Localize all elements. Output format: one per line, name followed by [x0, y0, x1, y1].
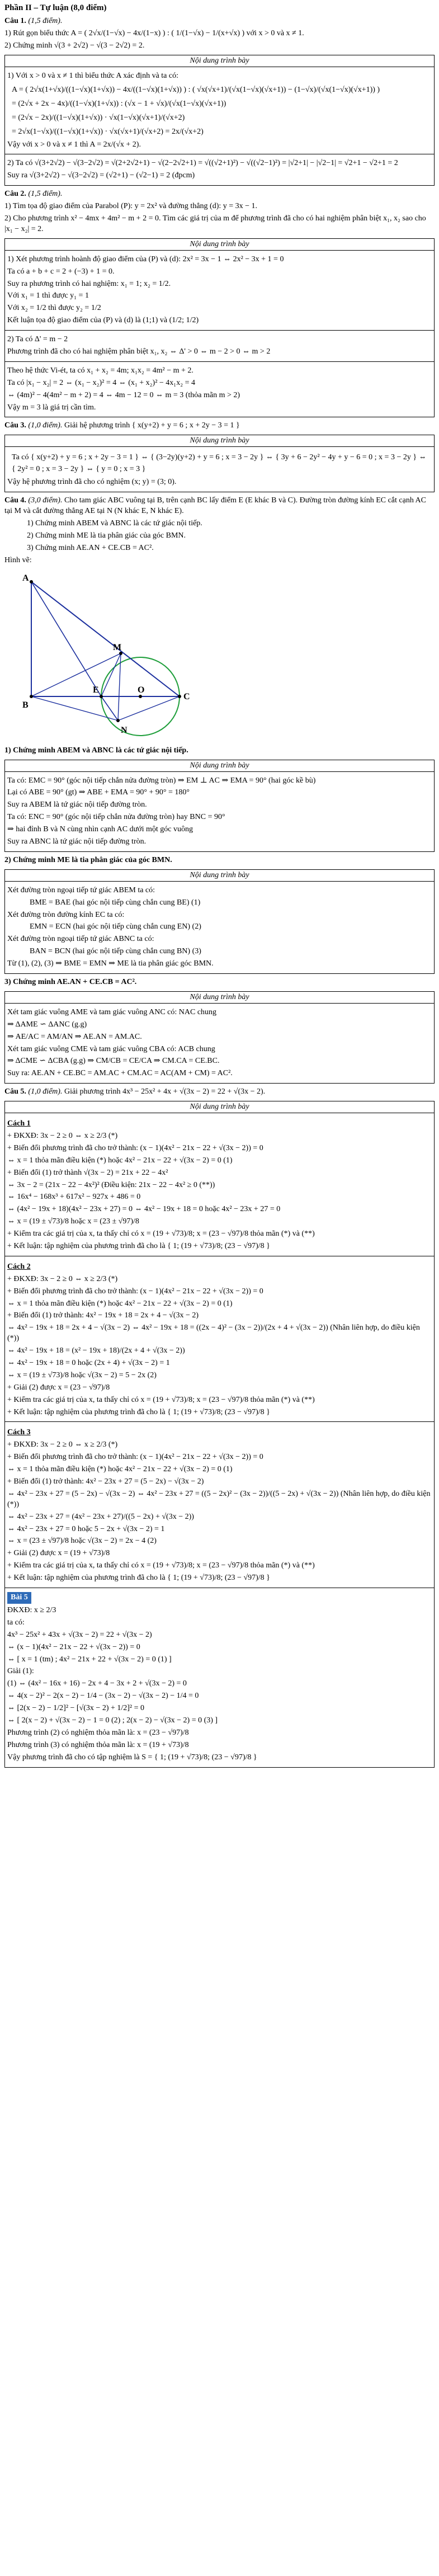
question-4-heading	[4, 496, 435, 517]
part-3-heading: 3) Chứng minh AE.AN + CE.CB = AC².	[4, 977, 137, 986]
sol-line: ⇔ 4x² − 23x + 27 = (5 − 2x) − √(3x − 2) ⇔ 4x² − 23x + 27 = ((5 − 2x)² − (3x − 2))/((5 − 2x) + √(3x − 2)) (Nhân liên hợp, do điều kiện (*))	[7, 1489, 431, 1509]
question-2-points: (1,5 điểm).	[28, 190, 63, 199]
figure-caption: Hình vẽ:	[4, 555, 32, 564]
solution-box-3	[4, 435, 435, 492]
sol-line: Theo hệ thức Vi-ét, ta có x₁ + x₂ = 4m; x₁x₂ = 4m² − m + 2.	[7, 366, 193, 375]
sol-line: 2) Ta có Δ' = m − 2	[7, 335, 68, 344]
sol-line: + ĐKXĐ: 3x − 2 ≥ 0 ⇔ x ≥ 2/3 (*)	[7, 1440, 118, 1449]
solution-5-bai-5	[5, 1588, 434, 1767]
sol-line: + Biến đổi (1) trở thành: 4x² − 19x + 18 = 2x + 4 − √(3x − 2)	[7, 1311, 199, 1320]
sol-line: ĐKXĐ: x ≥ 2/3	[7, 1605, 56, 1614]
sol-line: = (2√x + 2x − 4x)/((1−√x)(1+√x)) : (√x − 1 + √x)/(√x(1−√x)(√x+1))	[12, 99, 226, 108]
point-n	[116, 719, 120, 722]
point-c	[178, 695, 181, 698]
sol-line: Xét đường tròn ngoại tiếp tứ giác ABNC ta có:	[7, 935, 154, 944]
bai-5-badge: Bài 5	[7, 1592, 31, 1604]
solution-box-header: Nội dung trình bày	[5, 870, 434, 882]
segment-bn	[31, 696, 118, 720]
sol-line: Ta có { x(y+2) + y = 6 ; x + 2y − 3 = 1 } ⇔ { (3−2y)(y+2) + y = 6 ; x = 3 − 2y } ⇔ { 3y + 6 − 2y² − 4y + y − 6 = 0 ; x = 3 − 2y } ⇔ { 2y² = 0 ; x = 3 − 2y } ⇔ { y = 0 ; x = 3 }	[12, 453, 427, 474]
sol-line: Kết luận tọa độ giao điểm của (P) và (d) là (1;1) và (1/2; 1/2)	[7, 316, 199, 325]
question-1	[4, 16, 435, 51]
solution-box-1	[4, 55, 435, 186]
label-c: C	[183, 691, 190, 701]
solution-box-5	[4, 1101, 435, 1767]
solution-4-1	[5, 772, 434, 851]
question-3-heading	[4, 421, 435, 431]
sol-line: ⇔ [ 2(x − 2) + √(3x − 2) − 1 = 0 (2) ; 2(x − 2) − √(3x − 2) = 0 (3) ]	[7, 1716, 218, 1725]
sol-line: Ta có: ENC = 90° (góc nội tiếp chắn nửa đường tròn) hay BNC = 90°	[7, 813, 225, 822]
question-3-points: (1,0 điểm).	[28, 421, 63, 430]
method-heading: Cách 3	[7, 1428, 31, 1437]
sol-line: + Kiểm tra các giá trị của x, ta thấy chỉ có x = (19 + √73)/8; x = (23 − √97)/8 thỏa mãn (*) và (**)	[7, 1230, 315, 1238]
sol-line: ⇔ (4x² − 19x + 18)(4x² − 23x + 27) = 0 ⇔ 4x² − 19x + 18 = 0 hoặc 4x² − 23x + 27 = 0	[7, 1205, 281, 1214]
sol-line: Suy ra √(3+2√2) − √(3−2√2) = (√2+1) − (√2−1) = 2 (đpcm)	[7, 171, 195, 180]
point-e	[100, 695, 103, 698]
sol-line: ⇔ (4m)² − 4(4m² − m + 2) = 4 ⇔ 4m − 12 = 0 ⇔ m = 3 (thỏa mãn m > 2)	[7, 390, 240, 399]
sol-line: Ta có: EMC = 90° (góc nội tiếp chắn nửa đường tròn) ⇒ EM ⊥ AC ⇒ EMA = 90° (hai góc kề bù)	[7, 776, 316, 785]
sol-line: Vậy hệ phương trình đã cho có nghiệm (x; y) = (3; 0).	[7, 478, 177, 487]
label-b: B	[22, 700, 29, 710]
question-5-label: Câu 5.	[4, 1087, 26, 1096]
sol-line: ⇔ x = (19 ± √73)/8 hoặc √(3x − 2) = 5 − 2x (2)	[7, 1371, 157, 1379]
sol-line: + Biến đổi phương trình đã cho trở thành: (x − 1)(4x² − 21x − 22 + √(3x − 2)) = 0	[7, 1143, 263, 1152]
sol-line: Suy ra ABEM là tứ giác nội tiếp đường tròn.	[7, 800, 147, 809]
sol-line: + Kết luận: tập nghiệm của phương trình đã cho là { 1; (19 + √73)/8; (23 − √97)/8 }	[7, 1574, 270, 1583]
question-2	[4, 189, 435, 235]
question-5-points: (1,0 điểm).	[28, 1087, 63, 1096]
sol-line: BAN = BCN (hai góc nội tiếp cùng chắn cung BN) (3)	[30, 947, 201, 956]
sol-line: EMN = ECN (hai góc nội tiếp cùng chắn cung EN) (2)	[30, 922, 201, 931]
sol-line: + Kết luận: tập nghiệm của phương trình đã cho là { 1; (19 + √73)/8; (23 − √97)/8 }	[7, 1407, 270, 1416]
solution-2-part-2	[5, 331, 434, 362]
sol-line: ⇔ 4x² − 23x + 27 = (4x² − 23x + 27)/((5 − 2x) + √(3x − 2))	[7, 1512, 194, 1521]
sol-line: ⇒ AE/AC = AM/AN ⇒ AE.AN = AM.AC.	[7, 1032, 142, 1041]
sol-line: + Giải (2) được x = (23 − √97)/8	[7, 1383, 110, 1392]
sol-line: + ĐKXĐ: 3x − 2 ≥ 0 ⇔ x ≥ 2/3 (*)	[7, 1274, 118, 1283]
question-1-label: Câu 1.	[4, 17, 26, 25]
solution-2-part-2b	[5, 362, 434, 417]
sol-line: Xét đường tròn ngoại tiếp tứ giác ABEM ta có:	[7, 886, 155, 894]
solution-4-2	[5, 882, 434, 973]
sol-line: + Kiểm tra các giá trị của x, ta thấy chỉ có x = (19 + √73)/8; x = (23 − √97)/8 thỏa mãn (*) và (**)	[7, 1395, 315, 1404]
question-1-part-1: 1) Rút gọn biểu thức A = ( 2√x/(1−√x) − 4x/(1−x) ) : ( 1/(1−√x) − 1/(x+√x) ) với x > 0 và x ≠ 1.	[4, 29, 304, 37]
sol-line: ⇔ [2(x − 2) − 1/2]² − [√(3x − 2) + 1/2]² = 0	[7, 1704, 145, 1713]
sol-line: Xét đường tròn đường kính EC ta có:	[7, 910, 125, 919]
solution-box-2-header: Nội dung trình bày	[5, 239, 434, 251]
sol-line: Với x₁ = 1 thì được y₁ = 1	[7, 291, 89, 300]
sol-line: ⇒ ΔCME ∽ ΔCBA (g.g) ⇒ CM/CB = CE/CA ⇒ CM.CA = CE.BC.	[7, 1057, 220, 1066]
question-1-part-2: 2) Chứng minh √(3 + 2√2) − √(3 − 2√2) = 2.	[4, 41, 145, 50]
sol-line: Xét tam giác vuông AME và tam giác vuông ANC có: NAC chung	[7, 1007, 217, 1016]
sol-line: ⇔ x = 1 thỏa mãn điều kiện (*) hoặc 4x² − 21x − 22 + √(3x − 2) = 0 (1)	[7, 1156, 233, 1165]
sol-line: ⇔ 4x² − 19x + 18 = 2x + 4 − √(3x − 2) ⇔ 4x² − 19x + 18 = ((2x − 4)² − (3x − 2))/(2x + 4 + √(3x − 2)) (Nhân liên hợp, do điều kiện (*))	[7, 1324, 420, 1343]
question-5	[4, 1087, 435, 1098]
sol-line: Từ (1), (2), (3) ⇒ BME = EMN ⇒ ME là tia phân giác góc BMN.	[7, 959, 214, 968]
sol-line: 1) Xét phương trình hoành độ giao điểm của (P) và (d): 2x² = 3x − 1 ⇔ 2x² − 3x + 1 = 0	[7, 255, 284, 263]
segment-me	[101, 653, 121, 696]
solution-box-4-2	[4, 869, 435, 974]
method-heading: Cách 2	[7, 1262, 31, 1271]
sol-line: + Giải (2) được x = (19 + √73)/8	[7, 1549, 110, 1558]
sol-line: Suy ra phương trình có hai nghiệm: x₁ = 1; x₂ = 1/2.	[7, 279, 171, 288]
sol-line: Giải (1):	[7, 1667, 34, 1676]
label-n: N	[121, 725, 128, 735]
sol-line: ⇔ 16x⁴ − 168x³ + 617x² − 927x + 486 = 0	[7, 1193, 141, 1202]
sol-line: ⇔ (x − 1)(4x² − 21x − 22 + √(3x − 2)) = 0	[7, 1642, 140, 1651]
sol-line: ⇔ x = 1 thỏa mãn điều kiện (*) hoặc 4x² − 21x − 22 + √(3x − 2) = 0 (1)	[7, 1465, 233, 1474]
question-4-item: 2) Chứng minh ME là tia phân giác của góc BMN.	[27, 531, 186, 540]
sol-line: + ĐKXĐ: 3x − 2 ≥ 0 ⇔ x ≥ 2/3 (*)	[7, 1131, 118, 1140]
sol-line: + Kiểm tra các giá trị của x, ta thấy chỉ có x = (19 + √73)/8; x = (23 − √97)/8 thỏa mãn (*) và (**)	[7, 1561, 315, 1570]
sol-line: Ta có a + b + c = 2 + (−3) + 1 = 0.	[7, 267, 115, 276]
sol-line: ⇔ x = (19 ± √73)/8 hoặc x = (23 ± √97)/8	[7, 1217, 139, 1226]
label-o: O	[138, 685, 145, 695]
question-4-points: (3,0 điểm).	[28, 496, 63, 505]
solution-3	[5, 447, 434, 492]
sol-line: ⇔ 4x² − 23x + 27 = 0 hoặc 5 − 2x + √(3x − 2) = 1	[7, 1524, 165, 1533]
sol-line: Phương trình đã cho có hai nghiệm phân biệt x₁, x₂ ⇔ Δ' > 0 ⇔ m − 2 > 0 ⇔ m > 2	[7, 347, 271, 356]
question-2-part-1: 1) Tìm tọa độ giao điểm của Parabol (P): y = 2x² và đường thẳng (d): y = 3x − 1.	[4, 202, 258, 211]
label-a: A	[22, 573, 29, 583]
solution-box-4-3	[4, 991, 435, 1084]
sol-line: A = ( 2√x(1+√x)/((1−√x)(1+√x)) − 4x/((1−√x)(1+√x)) ) : ( √x(√x+1)/(√x(1−√x)(√x+1)) − (1−√x)/(√x(1−√x)(√x+1)) )	[12, 85, 380, 94]
sol-line: ⇔ x = 1 thỏa mãn điều kiện (*) hoặc 4x² − 21x − 22 + √(3x − 2) = 0 (1)	[7, 1299, 233, 1308]
solution-5-cach-1	[5, 1113, 434, 1256]
question-2-label: Câu 2.	[4, 190, 26, 199]
sol-line: = 2√x(1−√x)/((1−√x)(1+√x)) · √x(√x+1)/(√x+2) = 2x/(√x+2)	[12, 127, 204, 136]
solution-box-2	[4, 238, 435, 418]
solution-box-4-1	[4, 760, 435, 852]
sol-line: + Kết luận: tập nghiệm của phương trình đã cho là { 1; (19 + √73)/8; (23 − √97)/8 }	[7, 1242, 270, 1250]
question-4-text: Cho tam giác ABC vuông tại B, trên cạnh BC lấy điểm E (E khác B và C). Đường tròn đường kính EC cắt cạnh AC tại M và cắt đường thẳng AE tại N (N khác E, N khác E).	[4, 496, 427, 516]
sol-line: ⇒ ΔAME ∽ ΔANC (g.g)	[7, 1020, 87, 1029]
question-5-heading	[4, 1087, 435, 1098]
sol-line: Suy ra: AE.AN + CE.BC = AM.AC + CM.AC = AC(AM + CM) = AC².	[7, 1069, 233, 1078]
sol-line: (1) ⇔ (4x² − 16x + 16) − 2x + 4 − 3x + 2 + √(3x − 2) = 0	[7, 1679, 187, 1688]
solution-5-cach-3	[5, 1422, 434, 1588]
solution-box-1-header: Nội dung trình bày	[5, 55, 434, 67]
question-4	[4, 496, 435, 566]
solution-box-5-header: Nội dung trình bày	[5, 1101, 434, 1113]
label-e: E	[93, 685, 99, 695]
sol-line: Phương trình (2) có nghiệm thỏa mãn là: x = (23 − √97)/8	[7, 1728, 189, 1737]
sol-line: ⇔ 3x − 2 = (21x − 22 − 4x²)² (Điều kiện: 21x − 22 − 4x² ≥ 0 (**))	[7, 1180, 215, 1189]
sol-line: + Biến đổi phương trình đã cho trở thành: (x − 1)(4x² − 21x − 22 + √(3x − 2)) = 0	[7, 1453, 263, 1462]
sol-line: 1) Với x > 0 và x ≠ 1 thì biểu thức A xác định và ta có:	[7, 71, 178, 80]
sol-line: Vậy m = 3 là giá trị cần tìm.	[7, 403, 96, 412]
method-heading: Cách 1	[7, 1119, 31, 1128]
solution-box-header: Nội dung trình bày	[5, 992, 434, 1004]
question-2-part-2: 2) Cho phương trình x² − 4mx + 4m² − m + 2 = 0. Tìm các giá trị của m để phương trình đã cho có hai nghiệm phân biệt x₁, x₂ sao cho |x₁ − x₂| = 2.	[4, 214, 426, 233]
sol-line: ⇔ 4x² − 19x + 18 = (x² − 19x + 18)/(2x + 4 + √(3x − 2))	[7, 1346, 185, 1355]
sol-line: 2) Ta có √(3+2√2) − √(3−2√2) = √(2+2√2+1) − √(2−2√2+1) = √((√2+1)²) − √((√2−1)²) = |√2+1| − |√2−1| = √2+1 − √2+1 = 2	[7, 159, 398, 168]
sol-line: = (2√x − 2x)/((1−√x)(1+√x)) · √x(1−√x)(√x+1)/(√x+2)	[12, 113, 185, 122]
sol-line: ⇔ 4x² − 19x + 18 = 0 hoặc (2x + 4) + √(3x − 2) = 1	[7, 1359, 170, 1368]
question-4-label: Câu 4.	[4, 496, 26, 505]
document-title: Phần II – Tự luận (8,0 điểm)	[4, 3, 107, 12]
sol-line: Phương trình (3) có nghiệm thỏa mãn là: x = (19 + √73)/8	[7, 1740, 189, 1749]
question-2-heading	[4, 189, 435, 200]
solution-2-part-1	[5, 251, 434, 331]
sol-line: Ta có |x₁ − x₂| = 2 ⇔ (x₁ − x₂)² = 4 ⇔ (x₁ + x₂)² − 4x₁x₂ = 4	[7, 378, 195, 387]
solution-4-3	[5, 1004, 434, 1083]
sol-line: ta có:	[7, 1618, 25, 1627]
sol-line: Vậy phương trình đã cho có tập nghiệm là S = { 1; (19 + √73)/8; (23 − √97)/8 }	[7, 1753, 257, 1762]
sol-line: Với x₂ = 1/2 thì được y₂ = 1/2	[7, 304, 101, 313]
sol-line: + Biến đổi phương trình đã cho trở thành: (x − 1)(4x² − 21x − 22 + √(3x − 2)) = 0	[7, 1287, 263, 1296]
solution-box-3-header: Nội dung trình bày	[5, 435, 434, 447]
sol-line: ⇔ 4(x − 2)² − 2(x − 2) − 1/4 − (3x − 2) − √(3x − 2) − 1/4 = 0	[7, 1692, 199, 1701]
point-a	[30, 580, 33, 583]
sol-line: BME = BAE (hai góc nội tiếp cùng chắn cung BE) (1)	[30, 898, 201, 907]
solution-box-header: Nội dung trình bày	[5, 760, 434, 772]
sol-line: Xét tam giác vuông CME và tam giác vuông CBA có: ACB chung	[7, 1044, 215, 1053]
label-m: M	[113, 642, 122, 652]
sol-line: Suy ra ABNC là tứ giác nội tiếp đường tròn.	[7, 837, 147, 846]
sol-line: ⇔ x = (23 ± √97)/8 hoặc √(3x − 2) = 2x − 4 (2)	[7, 1537, 157, 1546]
sol-line: + Biến đổi (1) trở thành: 4x² − 23x + 27 = (5 − 2x) − √(3x − 2)	[7, 1477, 204, 1486]
point-b	[30, 695, 33, 698]
question-5-text: Giải phương trình 4x³ − 25x² + 4x + √(3x − 2) = 22 + √(3x − 2).	[64, 1087, 266, 1096]
point-o	[139, 695, 142, 698]
geometry-diagram	[9, 571, 210, 738]
question-3-text: Giải hệ phương trình { x(y+2) + y = 6 ; x + 2y − 3 = 1 }	[64, 421, 240, 430]
segment-nc	[118, 696, 180, 720]
question-3-label: Câu 3.	[4, 421, 26, 430]
sol-line: ⇒ hai đỉnh B và N cùng nhìn cạnh AC dưới một góc vuông	[7, 825, 193, 834]
geometry-figure	[9, 571, 435, 741]
sol-line: Lại có ABE = 90° (gt) ⇒ ABE + EMA = 90° + 90° = 180°	[7, 788, 190, 797]
question-1-points: (1,5 điểm).	[28, 17, 63, 25]
question-1-heading	[4, 16, 435, 27]
solution-5-cach-2	[5, 1256, 434, 1423]
part-1-heading: 1) Chứng minh ABEM và ABNC là các tứ giác nội tiếp.	[4, 746, 188, 755]
sol-line: Vậy với x > 0 và x ≠ 1 thì A = 2x/(√x + 2).	[7, 140, 141, 149]
part-2-heading: 2) Chứng minh ME là tia phân giác của góc BMN.	[4, 855, 172, 864]
solution-1-part-1	[5, 67, 434, 155]
sol-line: + Biến đổi (1) trở thành √(3x − 2) = 21x + 22 − 4x²	[7, 1168, 168, 1177]
question-4-item: 1) Chứng minh ABEM và ABNC là các tứ giác nội tiếp.	[27, 519, 202, 528]
question-3	[4, 421, 435, 431]
sol-line: ⇔ [ x = 1 (tm) ; 4x² − 21x + 22 + √(3x − 2) = 0 (1) ]	[7, 1655, 172, 1664]
solution-1-part-2	[5, 154, 434, 185]
sol-line: 4x³ − 25x² + 43x + √(3x − 2) = 22 + √(3x − 2)	[7, 1630, 152, 1639]
question-4-item: 3) Chứng minh AE.AN + CE.CB = AC².	[27, 543, 154, 552]
